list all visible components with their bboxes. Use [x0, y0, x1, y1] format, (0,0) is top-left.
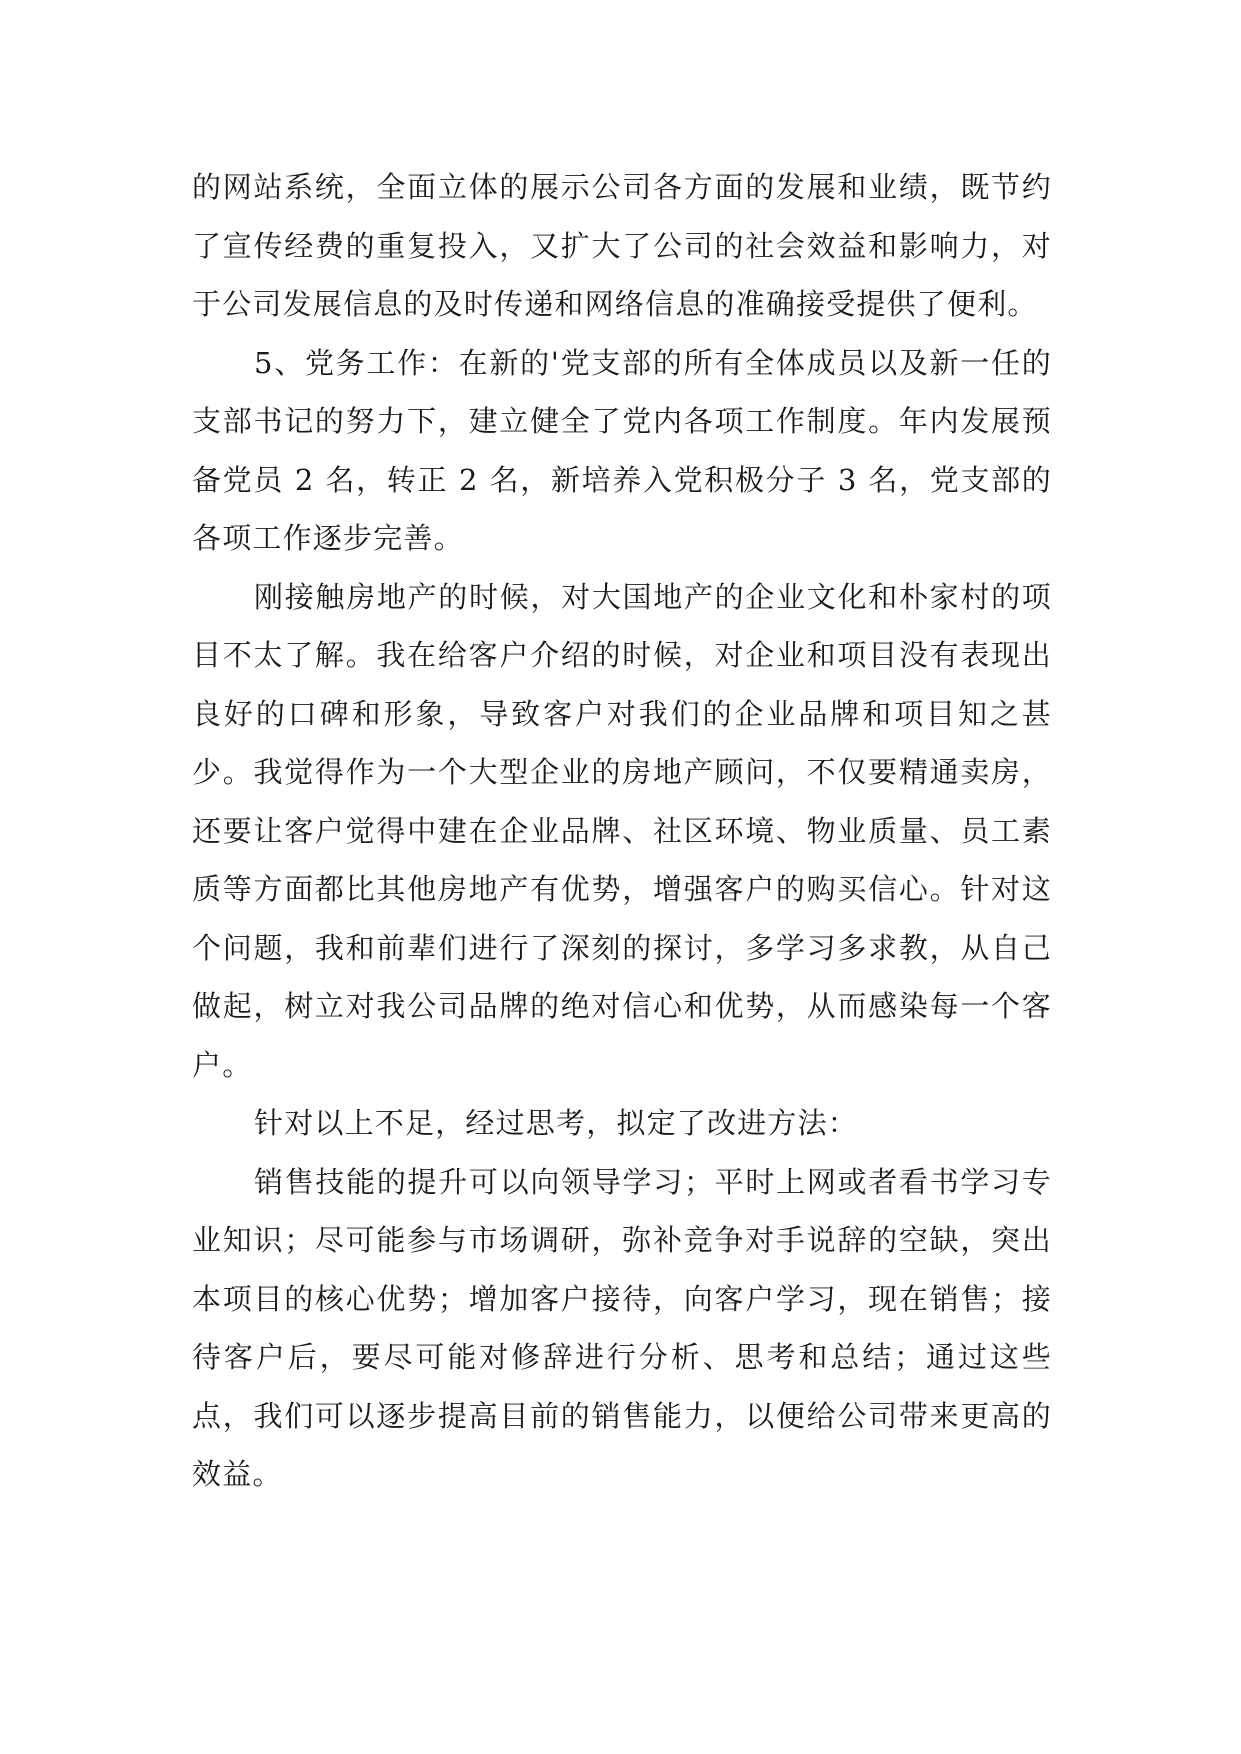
paragraph-improvement-methods: 销售技能的提升可以向领导学习；平时上网或者看书学习专业知识；尽可能参与市场调研，弥补竞争对手说辞的空缺，突出本项目的核心优势；增加客户接待，向客户学习，现在销售；接待客户后，要尽可能对修辞进行分析、思考和总结；通过这些点，我们可以逐步提高目前的销售能力，以便给公司带来更高的效益。: [192, 1164, 1052, 1491]
paragraph-website-system: 的网站系统，全面立体的展示公司各方面的发展和业绩，既节约了宣传经费的重复投入，又扩大了公司的社会效益和影响力，对于公司发展信息的及时传递和网络信息的准确接受提供了便利。: [192, 170, 1052, 321]
paragraph-improvement-intro: 针对以上不足，经过思考，拟定了改进方法：: [254, 1106, 859, 1140]
paragraph-real-estate-experience: 刚接触房地产的时候，对大国地产的企业文化和朴家村的项目不太了解。我在给客户介绍的时候，对企业和项目没有表现出良好的口碑和形象，导致客户对我们的企业品牌和项目知之甚少。我觉得作为一个大型企业的房地产顾问，不仅要精通卖房，还要让客户觉得中建在企业品牌、社区环境、物业质量、员工素质等方面都比其他房地产有优势，增强客户的购买信心。针对这个问题，我和前辈们进行了深刻的探讨，多学习多求教，从自己做起，树立对我公司品牌的绝对信心和优势，从而感染每一个客户。: [192, 579, 1052, 1082]
document-body: [192, 158, 1052, 1504]
paragraph-party-work: 5、党务工作：在新的'党支部的所有全体成员以及新一任的支部书记的努力下，建立健全了党内各项工作制度。年内发展预备党员 2 名，转正 2 名，新培养入党积极分子 3 名，党支部的各项工作逐步完善。: [192, 345, 1052, 555]
